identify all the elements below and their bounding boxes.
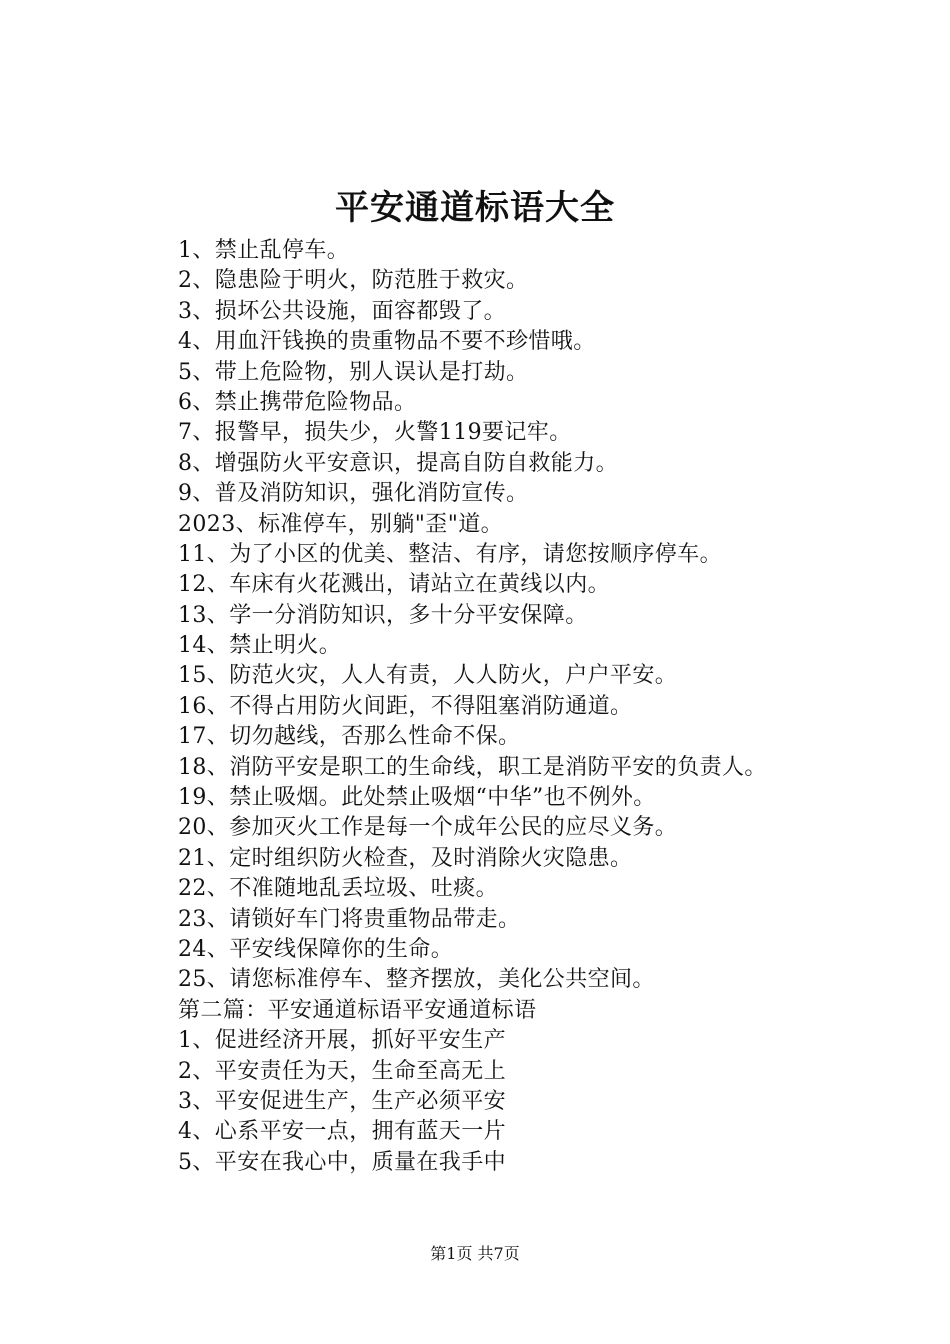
list-item: 13、学一分消防知识，多十分平安保障。	[178, 602, 588, 628]
list-item: 22、不准随地乱丢垃圾、吐痰。	[178, 876, 498, 902]
list-item: 2、平安责任为天，生命至高无上	[178, 1058, 506, 1084]
list-item: 2、隐患险于明火，防范胜于救灾。	[178, 268, 529, 294]
list-item: 7、报警早，损失少，火警119要记牢。	[178, 420, 572, 446]
list-item: 5、平安在我心中，质量在我手中	[178, 1149, 506, 1175]
list-item: 3、平安促进生产，生产必须平安	[178, 1088, 506, 1114]
list-item: 17、切勿越线，否那么性命不保。	[178, 724, 521, 750]
document-title: 平安通道标语大全	[335, 188, 615, 228]
slogan-list	[178, 236, 918, 1178]
list-item: 4、心系平安一点，拥有蓝天一片	[178, 1119, 506, 1145]
page-footer: 第1页 共7页	[430, 1244, 520, 1263]
list-item: 8、增强防火平安意识，提高自防自救能力。	[178, 450, 618, 476]
list-item: 19、禁止吸烟。此处禁止吸烟“中华”也不例外。	[178, 785, 656, 811]
list-item: 6、禁止携带危险物品。	[178, 389, 417, 415]
list-item: 5、带上危险物，别人误认是打劫。	[178, 359, 529, 385]
list-item: 14、禁止明火。	[178, 633, 342, 659]
list-item: 3、损坏公共设施，面容都毁了。	[178, 298, 506, 324]
list-item: 23、请锁好车门将贵重物品带走。	[178, 906, 521, 932]
list-item: 1、促进经济开展，抓好平安生产	[178, 1028, 506, 1054]
list-item: 4、用血汗钱换的贵重物品不要不珍惜哦。	[178, 329, 596, 355]
list-item: 2023、标准停车，别躺"歪"道。	[178, 511, 504, 537]
list-item: 20、参加灭火工作是每一个成年公民的应尽义务。	[178, 815, 678, 841]
list-item: 16、不得占用防火间距，不得阻塞消防通道。	[178, 693, 633, 719]
list-item: 25、请您标准停车、整齐摆放，美化公共空间。	[178, 967, 655, 993]
list-item: 11、为了小区的优美、整洁、有序，请您按顺序停车。	[178, 541, 722, 567]
list-item: 1、禁止乱停车。	[178, 238, 350, 263]
section-heading: 第二篇：平安通道标语平安通道标语	[178, 997, 537, 1023]
list-item: 18、消防平安是职工的生命线，职工是消防平安的负责人。	[178, 754, 767, 780]
list-item: 15、防范火灾，人人有责，人人防火，户户平安。	[178, 663, 678, 689]
list-item: 12、车床有火花溅出，请站立在黄线以内。	[178, 572, 610, 598]
list-item: 21、定时组织防火检查，及时消除火灾隐患。	[178, 845, 633, 871]
list-item: 24、平安线保障你的生命。	[178, 936, 454, 962]
list-item: 9、普及消防知识，强化消防宣传。	[178, 481, 529, 507]
